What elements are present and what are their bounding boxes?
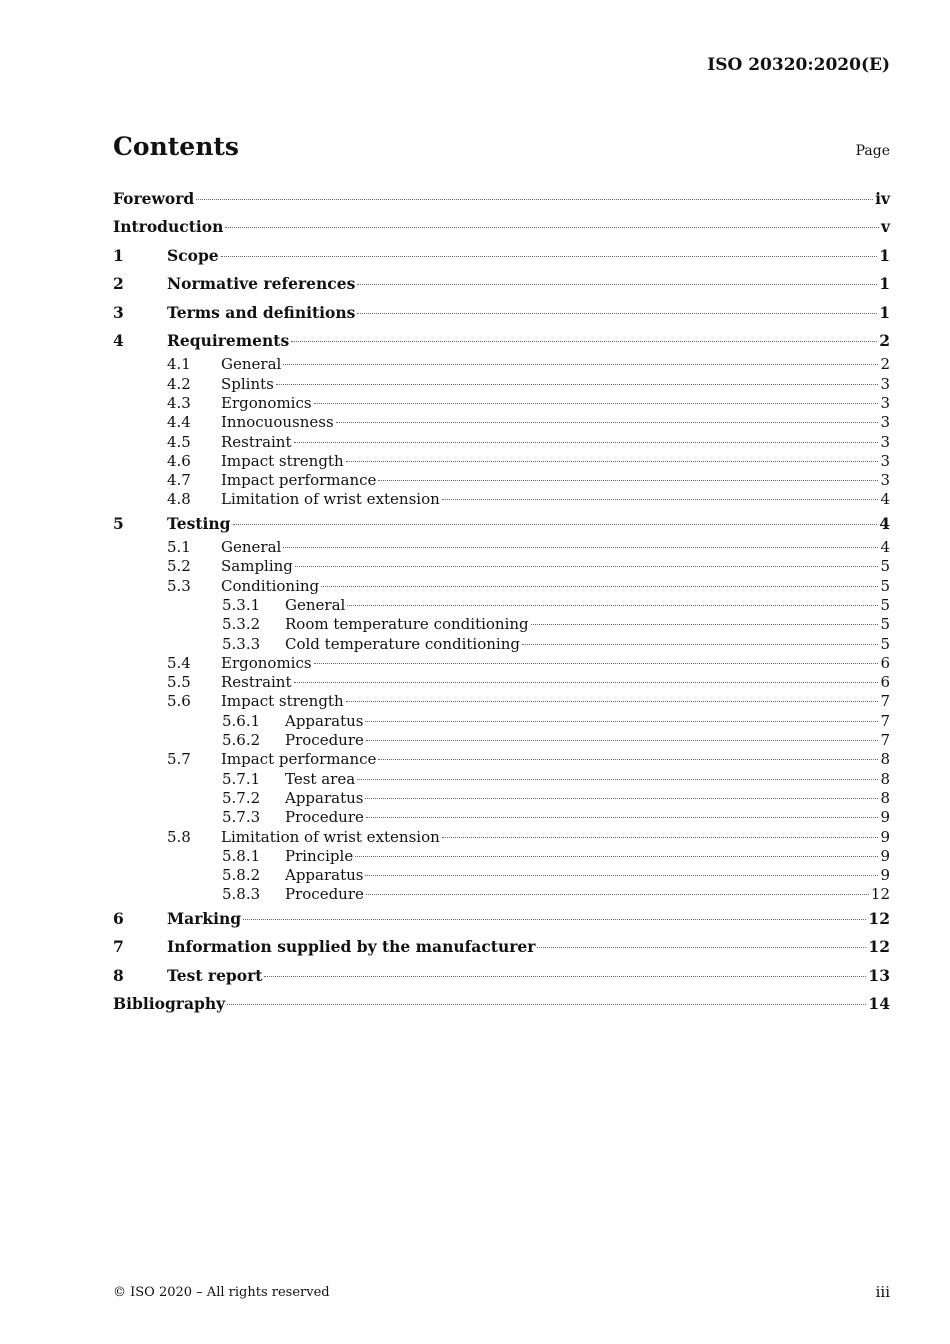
dot-leader [366, 894, 869, 895]
toc-entry-title: Impact performance [221, 471, 377, 490]
dot-leader [442, 837, 879, 838]
toc-entry[interactable] [113, 433, 890, 452]
toc-entry-page: 6 [880, 673, 890, 692]
dot-leader [196, 199, 873, 200]
document-id: ISO 20320:2020(E) [707, 55, 890, 75]
toc-entry-title: Conditioning [221, 576, 320, 595]
toc-entry-page: 7 [880, 711, 890, 730]
toc-entry-page: 9 [880, 827, 890, 846]
toc-entry[interactable] [113, 557, 890, 576]
toc-entry-title: Restraint [221, 432, 292, 451]
toc-entry-number: 2 [113, 274, 124, 294]
toc-entry-title: Foreword [113, 189, 195, 208]
toc-entry-page: 2 [879, 330, 890, 350]
toc-entry-number: 5.7.1 [222, 769, 261, 788]
toc-entry-page: 3 [880, 374, 890, 393]
toc-entry-title: Marking [167, 908, 242, 928]
toc-entry-number: 5.2 [167, 557, 191, 576]
toc-entry-title: Impact strength [221, 692, 344, 711]
toc-entry-number: 7 [113, 937, 124, 957]
toc-entry-page: 8 [880, 788, 890, 807]
toc-entry-title: Sampling [221, 557, 293, 576]
toc-entry[interactable] [113, 905, 890, 933]
table-of-contents [113, 185, 890, 1018]
toc-entry-number: 5.8.1 [222, 846, 261, 865]
toc-entry[interactable] [113, 770, 890, 789]
dot-leader [283, 364, 878, 365]
toc-entry-title: Principle [285, 846, 354, 865]
dot-leader [366, 740, 879, 741]
dot-leader [276, 384, 879, 385]
toc-entry-number: 4.6 [167, 451, 191, 470]
toc-entry-number: 5.7 [167, 750, 191, 769]
toc-entry-page: 14 [868, 993, 890, 1013]
toc-entry-page: 9 [880, 808, 890, 827]
toc-entry-page: 3 [880, 432, 890, 451]
toc-entry-number: 5.1 [167, 538, 191, 557]
toc-entry[interactable] [113, 327, 890, 355]
dot-leader [531, 624, 879, 625]
dot-leader [233, 524, 878, 525]
toc-entry-page: 8 [880, 750, 890, 769]
toc-entry-title: Impact performance [221, 750, 377, 769]
contents-title: Contents [113, 132, 240, 161]
dot-leader [227, 1004, 866, 1005]
toc-entry-title: Terms and definitions [167, 302, 356, 322]
dot-leader [347, 605, 878, 606]
dot-leader [294, 682, 879, 683]
toc-entry[interactable] [113, 471, 890, 490]
page-column-label: Page [855, 143, 890, 159]
toc-entry-title: Procedure [285, 885, 364, 904]
toc-entry-page: 12 [868, 908, 890, 928]
toc-entry-number: 8 [113, 965, 124, 985]
toc-entry[interactable] [113, 213, 890, 241]
dot-leader [295, 566, 879, 567]
toc-entry[interactable] [113, 375, 890, 394]
dot-leader [366, 817, 879, 818]
toc-entry-title: General [285, 596, 346, 614]
toc-entry-number: 5.4 [167, 653, 191, 672]
toc-entry-page: 5 [880, 596, 890, 614]
toc-entry-number: 5.6 [167, 692, 191, 711]
toc-entry-title: Splints [221, 374, 274, 393]
toc-entry-title: Innocuousness [221, 413, 334, 432]
toc-entry-page: 5 [880, 576, 890, 595]
toc-entry-number: 5.3 [167, 576, 191, 595]
toc-entry-number: 5.6.2 [222, 731, 261, 750]
toc-entry[interactable] [113, 866, 890, 885]
toc-entry[interactable] [113, 933, 890, 961]
toc-entry[interactable] [113, 654, 890, 673]
toc-entry-number: 4.8 [167, 490, 191, 509]
toc-entry-page: 3 [880, 471, 890, 490]
toc-entry-number: 5.7.3 [222, 808, 261, 827]
toc-entry[interactable] [113, 394, 890, 413]
toc-entry-page: 9 [880, 846, 890, 865]
toc-entry-page: 8 [880, 769, 890, 788]
dot-leader [221, 256, 878, 257]
toc-entry[interactable] [113, 673, 890, 692]
dot-leader [365, 798, 878, 799]
toc-entry-title: Introduction [113, 217, 224, 237]
dot-leader [378, 759, 878, 760]
toc-entry-page: v [880, 217, 890, 237]
toc-entry-title: Restraint [221, 673, 292, 692]
toc-entry-number: 5.8.2 [222, 866, 261, 885]
toc-entry[interactable] [113, 242, 890, 270]
dot-leader [314, 663, 879, 664]
toc-entry[interactable] [113, 635, 890, 654]
dot-leader [357, 313, 877, 314]
toc-entry-title: Requirements [167, 330, 290, 350]
dot-leader [291, 341, 877, 342]
toc-entry-page: 3 [880, 451, 890, 470]
toc-entry-number: 5.5 [167, 673, 191, 692]
toc-entry-number: 5.3.1 [222, 596, 261, 614]
toc-entry-number: 4.1 [167, 355, 191, 374]
dot-leader [357, 284, 877, 285]
toc-entry-title: Information supplied by the manufacturer [167, 937, 536, 957]
dot-leader [357, 779, 878, 780]
toc-entry-number: 6 [113, 908, 124, 928]
dot-leader [264, 976, 866, 977]
dot-leader [283, 547, 878, 548]
dot-leader [537, 947, 866, 948]
toc-entry-title: Limitation of wrist extension [221, 490, 440, 509]
toc-entry-page: 7 [880, 731, 890, 750]
toc-entry-title: Apparatus [285, 788, 364, 807]
toc-entry-number: 4.7 [167, 471, 191, 490]
toc-entry-title: Procedure [285, 808, 364, 827]
dot-leader [346, 701, 879, 702]
toc-entry-title: Cold temperature conditioning [285, 634, 520, 653]
toc-entry-page: 1 [879, 245, 890, 265]
toc-entry[interactable] [113, 990, 890, 1018]
toc-entry-page: 3 [880, 393, 890, 412]
toc-entry-number: 5.6.1 [222, 711, 261, 730]
toc-entry[interactable] [113, 538, 890, 557]
toc-entry[interactable] [113, 731, 890, 750]
toc-entry-title: Procedure [285, 731, 364, 750]
dot-leader [522, 644, 878, 645]
toc-entry-title: Scope [167, 245, 219, 265]
dot-leader [225, 227, 879, 228]
toc-entry[interactable] [113, 510, 890, 538]
toc-entry-title: Bibliography [113, 993, 226, 1013]
toc-entry-page: 13 [868, 965, 890, 985]
toc-entry-title: Testing [167, 513, 231, 533]
toc-entry[interactable] [113, 885, 890, 904]
toc-entry-title: General [221, 538, 282, 557]
toc-entry[interactable] [113, 413, 890, 432]
toc-entry-title: General [221, 355, 282, 374]
toc-entry[interactable] [113, 490, 890, 509]
toc-entry-number: 4 [113, 330, 124, 350]
toc-entry-number: 1 [113, 245, 124, 265]
toc-entry[interactable] [113, 355, 890, 374]
toc-entry-number: 5.3.2 [222, 615, 261, 634]
copyright-notice: © ISO 2020 – All rights reserved [113, 1285, 330, 1300]
toc-entry-title: Normative references [167, 274, 356, 294]
dot-leader [378, 480, 878, 481]
dot-leader [243, 919, 866, 920]
toc-entry-title: Test area [285, 769, 356, 788]
page-number: iii [875, 1283, 890, 1301]
toc-entry-number: 5.8 [167, 827, 191, 846]
toc-entry[interactable] [113, 750, 890, 769]
dot-leader [442, 499, 879, 500]
toc-entry-page: 5 [880, 634, 890, 653]
toc-entry-number: 5.8.3 [222, 885, 261, 904]
toc-entry-title: Test report [167, 965, 263, 985]
toc-entry-page: 5 [880, 557, 890, 576]
toc-entry-page: 12 [868, 937, 890, 957]
toc-entry-page: 4 [880, 538, 890, 557]
toc-entry-page: 1 [879, 302, 890, 322]
toc-entry-title: Apparatus [285, 711, 364, 730]
dot-leader [294, 442, 879, 443]
toc-entry[interactable] [113, 692, 890, 711]
toc-entry-page: 4 [879, 513, 890, 533]
toc-entry[interactable] [113, 452, 890, 471]
toc-entry-number: 4.4 [167, 413, 191, 432]
toc-entry-number: 5.7.2 [222, 788, 261, 807]
toc-entry-page: 12 [870, 885, 890, 904]
dot-leader [365, 721, 878, 722]
dot-leader [346, 461, 879, 462]
toc-entry-title: Ergonomics [221, 393, 312, 412]
toc-entry[interactable] [113, 847, 890, 866]
toc-entry-number: 3 [113, 302, 124, 322]
toc-entry-page: 6 [880, 653, 890, 672]
dot-leader [321, 586, 878, 587]
toc-entry-page: iv [875, 189, 890, 208]
toc-entry[interactable] [113, 270, 890, 298]
toc-entry-page: 5 [880, 615, 890, 634]
dot-leader [314, 403, 879, 404]
toc-entry-page: 1 [879, 274, 890, 294]
toc-entry-page: 2 [880, 355, 890, 374]
toc-entry-number: 5 [113, 513, 124, 533]
toc-entry-number: 4.5 [167, 432, 191, 451]
dot-leader [355, 856, 878, 857]
dot-leader [336, 422, 879, 423]
toc-entry[interactable] [113, 828, 890, 847]
toc-entry-title: Room temperature conditioning [285, 615, 529, 634]
toc-entry-title: Ergonomics [221, 653, 312, 672]
toc-entry[interactable] [113, 299, 890, 327]
toc-entry[interactable] [113, 808, 890, 827]
toc-entry[interactable] [113, 712, 890, 731]
toc-entry-page: 9 [880, 866, 890, 885]
toc-entry[interactable] [113, 577, 890, 596]
toc-entry-title: Limitation of wrist extension [221, 827, 440, 846]
toc-entry-number: 4.2 [167, 374, 191, 393]
toc-entry-title: Apparatus [285, 866, 364, 885]
toc-entry-page: 3 [880, 413, 890, 432]
toc-entry-title: Impact strength [221, 451, 344, 470]
toc-entry[interactable] [113, 962, 890, 990]
toc-entry[interactable] [113, 789, 890, 808]
toc-entry-number: 4.3 [167, 393, 191, 412]
toc-entry[interactable] [113, 185, 890, 213]
toc-entry[interactable] [113, 596, 890, 615]
toc-entry[interactable] [113, 615, 890, 634]
toc-entry-number: 5.3.3 [222, 634, 261, 653]
toc-entry-page: 4 [880, 490, 890, 509]
dot-leader [365, 875, 878, 876]
toc-entry-page: 7 [880, 692, 890, 711]
